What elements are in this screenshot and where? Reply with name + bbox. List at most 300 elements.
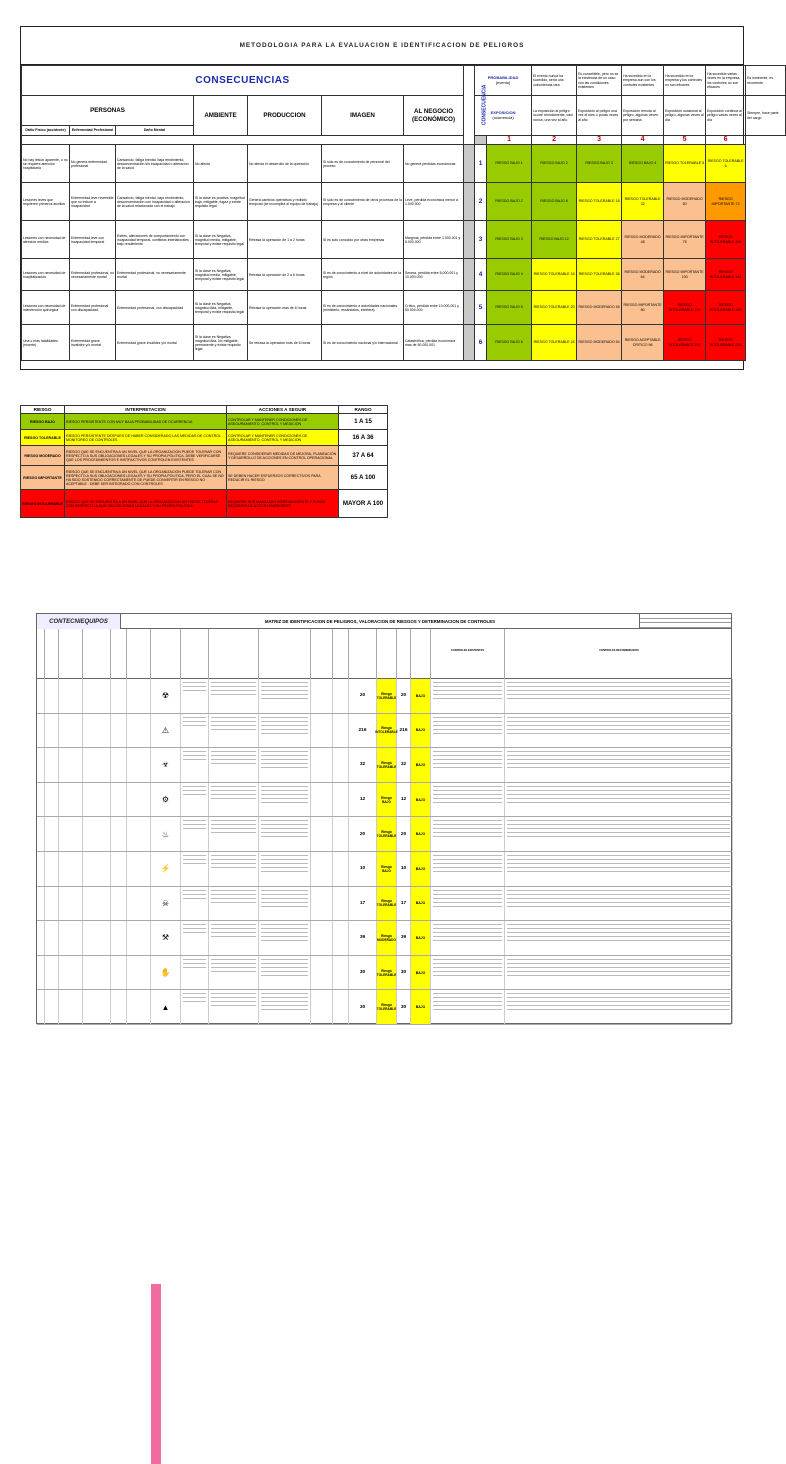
controles-existentes-text	[431, 783, 505, 817]
produccion-cell: Retrasa la operación de 2 a 6 horas	[248, 259, 322, 291]
blank-cell	[37, 887, 45, 921]
riesgo-residual-label: BAJO	[411, 921, 431, 955]
peligro-text	[181, 817, 209, 851]
riesgo-label: Riesgo MODERADO	[377, 921, 397, 955]
blank-cell	[111, 921, 127, 955]
blank-cell	[333, 679, 349, 713]
legend-interpretacion: RIESGO PERSISTENTE CON MUY BAJA PROBABILIDAD DE OCURRENCIA	[65, 414, 227, 430]
risk-cell: RIESGO IMPORTANTE 80	[622, 291, 664, 325]
riesgo-residual-label: BAJO	[411, 783, 431, 817]
blank-cell	[311, 956, 333, 990]
consequence-level-number: 3	[475, 221, 487, 259]
risk-cell: RIESGO INTOLERABLE 180	[706, 291, 746, 325]
consequence-row	[22, 183, 786, 221]
blank-cell	[45, 679, 59, 713]
riesgo-residual-label: BAJO	[411, 990, 431, 1024]
controles-existentes-text	[431, 990, 505, 1024]
controles-text	[259, 679, 311, 713]
blank-cell	[45, 956, 59, 990]
legend-interpretacion: RIESGO PERSISTENTE DESPUES DE HABER CONSIDERADO LAS MEDIDAS DE CONTROL . MONITOREO DE CONTROLES	[65, 430, 227, 446]
risk-cell: RIESGO BAJO 4	[487, 259, 532, 291]
riesgo-label: Riesgo TOLERABLE	[377, 748, 397, 782]
risk-cell: RIESGO BAJO 4	[622, 145, 664, 183]
consequence-level-number: 4	[475, 259, 487, 291]
riesgo-residual-label: BAJO	[411, 679, 431, 713]
blank-cell	[311, 714, 333, 748]
risk-cell: RIESGO TOLERABLE 24	[532, 325, 577, 361]
controles-existentes-text	[431, 852, 505, 886]
matrix-row	[37, 956, 731, 991]
blank-cell	[311, 887, 333, 921]
blank-cell	[59, 714, 83, 748]
blank-cell	[333, 783, 349, 817]
peligro-text	[181, 714, 209, 748]
risk-cell: RIESGO IMPORTANTE 75	[664, 221, 706, 259]
dano-fisico-cell: Lesiones con necesidad de hospitalización	[22, 259, 70, 291]
controles-recomendados-text	[505, 956, 733, 990]
legend-row	[21, 446, 388, 466]
sub-header-mental: Daño Mental	[116, 126, 194, 136]
controles-text	[259, 714, 311, 748]
peligro-text	[181, 956, 209, 990]
blank-cell	[111, 783, 127, 817]
imagen-header: IMAGEN	[322, 96, 404, 136]
matrix-row	[37, 852, 731, 887]
produccion-cell: No afecta el desarrollo de la operación	[248, 145, 322, 183]
col-number: 2	[532, 136, 577, 145]
controles-recomendados-text	[505, 679, 733, 713]
efectos-text	[209, 956, 259, 990]
enfermedad-profesional-cell: Enfermedad leve con incapacidad temporal	[70, 221, 116, 259]
enfermedad-profesional-cell: Enfermedad profesional, no necesariamente mortal	[70, 259, 116, 291]
riesgo-label: Riesgo TOLERABLE	[377, 679, 397, 713]
dano-fisico-cell: Lesiones con necesidad de intervención quirurgica	[22, 291, 70, 325]
imagen-cell: Si es de conocimiento nacional y/o internacional	[322, 325, 404, 361]
col-number: 4	[622, 136, 664, 145]
hazard-icon: ☢	[151, 679, 181, 713]
blank-cell	[127, 817, 151, 851]
controles-recomendados-text	[505, 852, 733, 886]
matrix-row	[37, 817, 731, 852]
efectos-text	[209, 990, 259, 1024]
riesgo-label: Riesgo TOLERABLE	[377, 990, 397, 1024]
col-number: 5	[664, 136, 706, 145]
expo-desc-4: Exposición ocasional al peligro, algunas veces al día	[664, 96, 706, 136]
risk-cell: RIESGO TOLERABLE 6	[706, 145, 746, 183]
nivel-riesgo-value: 12	[349, 783, 377, 817]
legend-interpretacion: RIESGO QUE SE ENCUENTRA A UN NIVEL QUE LA ORGANIZACION PUEDE TOLERAR CON RESPECTO A SUS OBLIGACIONES LEGALES Y SU PROPIA POLITICA, PERO EL CUAL SE NO HA SIDO SOSTENIDO CORRECTAMENTE DE PUEDE CONVERTIR EN RIESGO NO ACEPTABLE . DEBE SER INTEGRADO CON CONTROLES	[65, 466, 227, 490]
blank-cell	[111, 990, 127, 1024]
negocio-header: AL NEGOCIO (ECONÓMICO)	[404, 96, 464, 136]
risk-cell: RIESGO INTOLERABLE 144	[706, 259, 746, 291]
legend-rango: MAYOR A 100	[339, 490, 388, 518]
blank-cell	[45, 783, 59, 817]
consequence-row	[22, 221, 786, 259]
matrix-column-headers	[37, 629, 731, 679]
legend-header-rango: RANGO	[339, 406, 388, 414]
risk-cell: RIESGO BAJO 8	[532, 183, 577, 221]
legend-rango: 65 A 100	[339, 466, 388, 490]
peligro-text	[181, 679, 209, 713]
riesgo-residual-label: BAJO	[411, 887, 431, 921]
nivel-riesgo-value: 32	[349, 748, 377, 782]
blank-cell	[127, 748, 151, 782]
blank-cell	[333, 714, 349, 748]
dano-fisico-cell: Lesiones con necesidad de atención médica	[22, 221, 70, 259]
legend-riesgo: RIESGO MODERADO	[21, 446, 65, 466]
risk-cell: RIESGO TOLERABLE 32	[622, 183, 664, 221]
controles-existentes-text	[431, 887, 505, 921]
legend-rango: 16 A 36	[339, 430, 388, 446]
legend-riesgo: RIESGO INTOLERABLE	[21, 490, 65, 518]
produccion-header: PRODUCCION	[248, 96, 322, 136]
col-number: 3	[577, 136, 622, 145]
blank-cell	[111, 679, 127, 713]
efectos-text	[209, 748, 259, 782]
controles-text	[259, 783, 311, 817]
blank-cell	[311, 817, 333, 851]
nivel-riesgo-value: 30	[349, 956, 377, 990]
ambiente-cell: Si la clase es Negativa, magnitud media, mitigable, temporal y existe requisito legal	[194, 259, 248, 291]
consequence-row	[22, 291, 786, 325]
risk-cell: RIESGO TOLERABLE 20	[532, 291, 577, 325]
blank-cell	[37, 748, 45, 782]
imagen-cell: Si es solo conocido por otras empresas	[322, 221, 404, 259]
blank-cell	[127, 714, 151, 748]
negocio-cell: Severa, pérdida entre 5.000.001 y 10.000.000	[404, 259, 464, 291]
blank-cell	[45, 921, 59, 955]
legend-acciones: CONTROLAR Y MANTENER CONDICIONES DE ASEGURAMIENTO, CONTROL Y MEDICION	[227, 430, 339, 446]
blank-cell	[127, 956, 151, 990]
methodology-title: METODOLOGIA PARA LA EVALUACION E IDENTIFICACION DE PELIGROS	[21, 27, 743, 65]
blank-cell	[59, 956, 83, 990]
efectos-text	[209, 921, 259, 955]
nivel-riesgo-value: 10	[349, 852, 377, 886]
legend-row	[21, 430, 388, 446]
riesgo-residual-label: BAJO	[411, 817, 431, 851]
nivel-residual-value: 216	[397, 714, 411, 748]
personas-header: PERSONAS	[22, 96, 194, 126]
nivel-riesgo-value: 216	[349, 714, 377, 748]
peligro-text	[181, 990, 209, 1024]
matrix-row	[37, 921, 731, 956]
riesgo-label: Riesgo TOLERABLE	[377, 887, 397, 921]
blank-cell	[83, 817, 111, 851]
risk-cell: RIESGO MODERADO 50	[664, 183, 706, 221]
prob-desc-1: El evento nunca ha sucedido, sería una coincidencia rara	[532, 66, 577, 96]
nivel-residual-value: 30	[397, 990, 411, 1024]
produccion-cell: Retrasa la operación más de 6 horas	[248, 291, 322, 325]
risk-cell: RIESGO ACEPTABLE CRITICO 96	[622, 325, 664, 361]
legend-rango: 1 A 15	[339, 414, 388, 430]
negocio-cell: Crítico, pérdida entre 10.000.001 y 50.000.000	[404, 291, 464, 325]
blank-cell	[333, 956, 349, 990]
controles-recomendados-text	[505, 921, 733, 955]
controles-recomendados-text	[505, 817, 733, 851]
blank-cell	[59, 990, 83, 1024]
blank-cell	[311, 783, 333, 817]
imagen-cell: Si sólo es de conocimiento de otros procesos de la empresa y al cliente	[322, 183, 404, 221]
col-number: 6	[706, 136, 746, 145]
ambiente-cell: Si la clase es Negativa, magnitud Alta, mitigable, temporal y existe requisito legal	[194, 291, 248, 325]
identification-matrix	[36, 613, 732, 1024]
blank-cell	[83, 852, 111, 886]
riesgo-residual-label: BAJO	[411, 956, 431, 990]
legend-acciones: CONTROLAR Y MANTENER CONDICIONES DE ASEGURAMIENTO, CONTROL Y MEDICION	[227, 414, 339, 430]
consequence-level-number: 2	[475, 183, 487, 221]
enfermedad-profesional-cell: Enfermedad leve reversible que no induce a incapacidad	[70, 183, 116, 221]
exposicion-label: EXPOSICION (ocurrencia)	[475, 96, 532, 136]
dano-mental-cell: Estrés, alteraciones de comportamiento con incapacidad temporal, conflictos interlaborales , bajo rendimiento	[116, 221, 194, 259]
dano-mental-cell: Cansancio, fatiga mental, baja rendimiento, desconcentración con incapacidad o alteracion de la salud relacionada con el trabajo	[116, 183, 194, 221]
blank-cell	[45, 714, 59, 748]
controles-text	[259, 956, 311, 990]
efectos-text	[209, 887, 259, 921]
nivel-residual-value: 12	[397, 783, 411, 817]
dano-mental-cell: Enfermedad profesional, no necesariamente mortal	[116, 259, 194, 291]
expo-desc-6: Siempre, hace parte del cargo	[746, 96, 786, 136]
legend-header-interp: INTERPRETACION	[65, 406, 227, 414]
probabilidad-label: PROBABILIDAD (evento)	[475, 66, 532, 96]
blank-cell	[111, 817, 127, 851]
expo-desc-1: La exposición al peligro ocurre remotamente, casi nunca, una vez al año	[532, 96, 577, 136]
matrix-row	[37, 714, 731, 749]
legend-header-riesgo: RIESGO	[21, 406, 65, 414]
blank-cell	[45, 852, 59, 886]
legend-riesgo: RIESGO IMPORTANTE	[21, 466, 65, 490]
legend-rango: 37 A 64	[339, 446, 388, 466]
dano-mental-cell: Enfermedad profesional, con discapacidad	[116, 291, 194, 325]
prob-desc-5: Ha sucedido varias veces en la empresa, los controles no son eficaces	[706, 66, 746, 96]
risk-cell: RIESGO BAJO 6	[487, 325, 532, 361]
blank-cell	[111, 852, 127, 886]
prob-desc-2: Es concebible, pero no se la existencia de un caso con las condiciones existentes	[577, 66, 622, 96]
riesgo-label: Riesgo BAJO	[377, 783, 397, 817]
risk-cell: RIESGO MODERADO 64	[622, 259, 664, 291]
consecuencia-vertical-label: CONSECUENCIA	[464, 66, 475, 145]
controles-text	[259, 817, 311, 851]
blank-cell	[37, 817, 45, 851]
imagen-cell: Si es de conocimiento a nivel de autoridades de la región	[322, 259, 404, 291]
blank-cell	[127, 679, 151, 713]
blank-cell	[83, 956, 111, 990]
consecuencias-header: CONSECUENCIAS	[22, 66, 464, 96]
blank-cell	[45, 887, 59, 921]
nivel-residual-value: 10	[397, 852, 411, 886]
negocio-cell: Marginal, pérdida entre 1.000.001 y 5.000.000	[404, 221, 464, 259]
hazard-icon: ⚠	[151, 714, 181, 748]
efectos-text	[209, 679, 259, 713]
blank-cell	[311, 921, 333, 955]
blank-cell	[59, 817, 83, 851]
matrix-row	[37, 679, 731, 714]
nivel-residual-value: 17	[397, 887, 411, 921]
risk-cell: RIESGO BAJO 3	[487, 221, 532, 259]
nivel-riesgo-value: 30	[349, 990, 377, 1024]
matrix-row	[37, 990, 731, 1025]
nivel-residual-value: 20	[397, 679, 411, 713]
prob-desc-4: Ha sucedido en la empresa y los controles no son eficaces	[664, 66, 706, 96]
produccion-cell: Retrasa la operación de 1 a 2 horas	[248, 221, 322, 259]
ambiente-cell: Si la clase es positiva, magnitud baja, mitigable, fugaz y existe requisito legal	[194, 183, 248, 221]
controles-text	[259, 887, 311, 921]
blank-cell	[59, 852, 83, 886]
blank-cell	[333, 887, 349, 921]
consequence-row	[22, 325, 786, 361]
controles-existentes-text	[431, 921, 505, 955]
peligro-text	[181, 887, 209, 921]
riesgo-label: Riesgo TOLERABLE	[377, 956, 397, 990]
blank-cell	[37, 714, 45, 748]
risk-cell: RIESGO INTOLERABLE 108	[706, 221, 746, 259]
peligro-text	[181, 921, 209, 955]
matrix-header	[37, 614, 731, 629]
blank-cell	[83, 748, 111, 782]
controles-existentes-text	[431, 714, 505, 748]
blank-cell	[311, 748, 333, 782]
risk-cell: RIESGO INTOLERABLE 125	[664, 291, 706, 325]
efectos-text	[209, 783, 259, 817]
risk-legend	[20, 405, 388, 518]
methodology-panel	[20, 26, 779, 370]
blank-cell	[37, 783, 45, 817]
legend-interpretacion: RIESGO QUE SE ENCUENTRA A UN NIVEL QUE LA ORGANIZACION PUEDE TOLERAR CON RESPECTO A SUS OBLIGACIONES LEGALES Y SU PROPIA POLITICA. DEBE VERIFICARSE QUE LOS PROCEDIMIENTOS E INSTRUCTIVOS CONTROLEN EXISTENTES	[65, 446, 227, 466]
blank-cell	[333, 817, 349, 851]
dano-fisico-cell: Lesiones leves que requieren primeros auxilios	[22, 183, 70, 221]
riesgo-residual-label: BAJO	[411, 852, 431, 886]
negocio-cell: No generá pérdidas económicas	[404, 145, 464, 183]
legend-acciones: SE DEBEN HACER ESFUERZOS CORRECTIVOS PARA REDUCIR EL RIESGO	[227, 466, 339, 490]
controles-recomendados-text	[505, 783, 733, 817]
matrix-row	[37, 887, 731, 922]
riesgo-residual-label: BAJO	[411, 714, 431, 748]
blank-cell	[83, 887, 111, 921]
hazard-icon: ▲	[151, 990, 181, 1024]
blank-cell	[127, 990, 151, 1024]
hazard-icon: ✋	[151, 956, 181, 990]
consequence-row	[22, 259, 786, 291]
produccion-cell: Se retrasa la operación más de 6 horas	[248, 325, 322, 361]
legend-header-acciones: ACCIONES A SEGUIR	[227, 406, 339, 414]
legend-row	[21, 490, 388, 518]
blank-cell	[127, 921, 151, 955]
blank-cell	[37, 956, 45, 990]
legend-acciones: REQUIERE CONSIDERAR MEDIDAS DE MEJORA, PLANEACIÓN Y DESARROLLO DE ACCIONES EN CONTROL OPERACIONAL	[227, 446, 339, 466]
riesgo-residual-label: BAJO	[411, 748, 431, 782]
blank-cell	[333, 990, 349, 1024]
consequence-matrix	[21, 65, 786, 361]
risk-cell: RIESGO MODERADO 48	[622, 221, 664, 259]
controles-existentes-text	[431, 817, 505, 851]
hazard-icon: ⚙	[151, 783, 181, 817]
riesgo-label: Riesgo TOLERABLE	[377, 817, 397, 851]
controles-existentes-text	[431, 956, 505, 990]
blank-cell	[311, 852, 333, 886]
efectos-text	[209, 714, 259, 748]
controles-recomendados-text	[505, 990, 733, 1024]
nivel-residual-value: 39	[397, 921, 411, 955]
riesgo-label: Riesgo INTOLERABLE	[377, 714, 397, 748]
hazard-icon: ⚡	[151, 852, 181, 886]
matrix-meta	[639, 614, 731, 628]
controles-existentes-header: CONTROLES EXISTENTES	[431, 629, 505, 679]
blank-cell	[333, 852, 349, 886]
risk-cell: RIESGO MODERADO 45	[577, 291, 622, 325]
efectos-text	[209, 817, 259, 851]
expo-desc-5: Exposición continua al peligro varias veces al día	[706, 96, 746, 136]
risk-cell: RIESGO MODERADO 54	[577, 325, 622, 361]
nivel-riesgo-value: 39	[349, 921, 377, 955]
blank-cell	[311, 990, 333, 1024]
blank-cell	[59, 887, 83, 921]
blank-cell	[37, 679, 45, 713]
enfermedad-profesional-cell: Enfermedad profesional con discapacidad	[70, 291, 116, 325]
blank-cell	[111, 887, 127, 921]
nivel-residual-value: 20	[397, 817, 411, 851]
hazard-icon: ☠	[151, 887, 181, 921]
blank-cell	[83, 990, 111, 1024]
sub-header-profesional: Enfermedad Profesional	[70, 126, 116, 136]
risk-cell: RIESGO IMPORTANTE 100	[664, 259, 706, 291]
risk-cell: RIESGO INTOLERABLE 216	[706, 325, 746, 361]
legend-row	[21, 414, 388, 430]
dano-fisico-cell: Una o más fatalidades (muerte)	[22, 325, 70, 361]
controles-recomendados-header: CONTROLES RECOMENDADOS	[599, 649, 639, 652]
risk-cell: RIESGO TOLERABLE 16	[532, 259, 577, 291]
enfermedad-profesional-cell: No genera enfermedad profesional	[70, 145, 116, 183]
blank-cell	[45, 990, 59, 1024]
risk-cell: RIESGO BAJO 5	[487, 291, 532, 325]
risk-cell: RIESGO BAJO 3	[577, 145, 622, 183]
legend-riesgo: RIESGO TOLERABLE	[21, 430, 65, 446]
consequence-level-number: 1	[475, 145, 487, 183]
prob-desc-3: Ha sucedido en la empresa aun con los controles existentes	[622, 66, 664, 96]
legend-acciones: REQUIERE SER MANEJADO INMEDIATAMENTE Y PUEDE REQUERIR DE ACCION EMERGENTE	[227, 490, 339, 518]
peligro-text	[181, 783, 209, 817]
risk-cell: RIESGO INTOLERABLE 150	[664, 325, 706, 361]
dano-mental-cell: Cansancio, fatiga mental, baja rendimiento, desconcentración sin incapacidad o alteracion de la salud	[116, 145, 194, 183]
controles-existentes-text	[431, 748, 505, 782]
controles-recomendados-text	[505, 748, 733, 782]
blank-cell	[311, 679, 333, 713]
produccion-cell: Genera cambios operativos y redisño temporal (se incumplirá el equipo de trabajo)	[248, 183, 322, 221]
controles-text	[259, 990, 311, 1024]
blank-cell	[45, 748, 59, 782]
nivel-riesgo-value: 20	[349, 817, 377, 851]
consequence-level-number: 6	[475, 325, 487, 361]
blank-cell	[59, 679, 83, 713]
imagen-cell: Si sólo es de conocimiento de personal del proceso	[322, 145, 404, 183]
ambiente-cell: Si la clase es Negativa, magnitud Alta, No mitigable, permanente y existe requisito legal	[194, 325, 248, 361]
legend-interpretacion: RIESGO QUE SE ENCUENTRA A UN NIVEL QUE LA ORGANIZACION NO PUEDE TOLERAR CON RESPECTO A SUS OBLIGACIONES LEGALES Y SU PROPIA POLITICA	[65, 490, 227, 518]
blank-cell	[59, 748, 83, 782]
risk-cell: RIESGO BAJO 2	[532, 145, 577, 183]
risk-cell: RIESGO TOLERABLE 18	[577, 183, 622, 221]
blank-cell	[127, 852, 151, 886]
blank-cell	[83, 783, 111, 817]
blank-cell	[59, 783, 83, 817]
expo-desc-3: Exposición remota al peligro, algunas veces por semana	[622, 96, 664, 136]
risk-cell: RIESGO TOLERABLE 27	[577, 221, 622, 259]
blank-cell	[127, 887, 151, 921]
consequence-level-number: 5	[475, 291, 487, 325]
ambiente-cell: Si la clase es Negativa, magnitud media, mitigable, temporal y existe requisito legal	[194, 221, 248, 259]
controles-recomendados-text	[505, 714, 733, 748]
hazard-icon: ⚒	[151, 921, 181, 955]
risk-cell: RIESGO BAJO 12	[532, 221, 577, 259]
blank-cell	[111, 714, 127, 748]
peligro-text	[181, 748, 209, 782]
